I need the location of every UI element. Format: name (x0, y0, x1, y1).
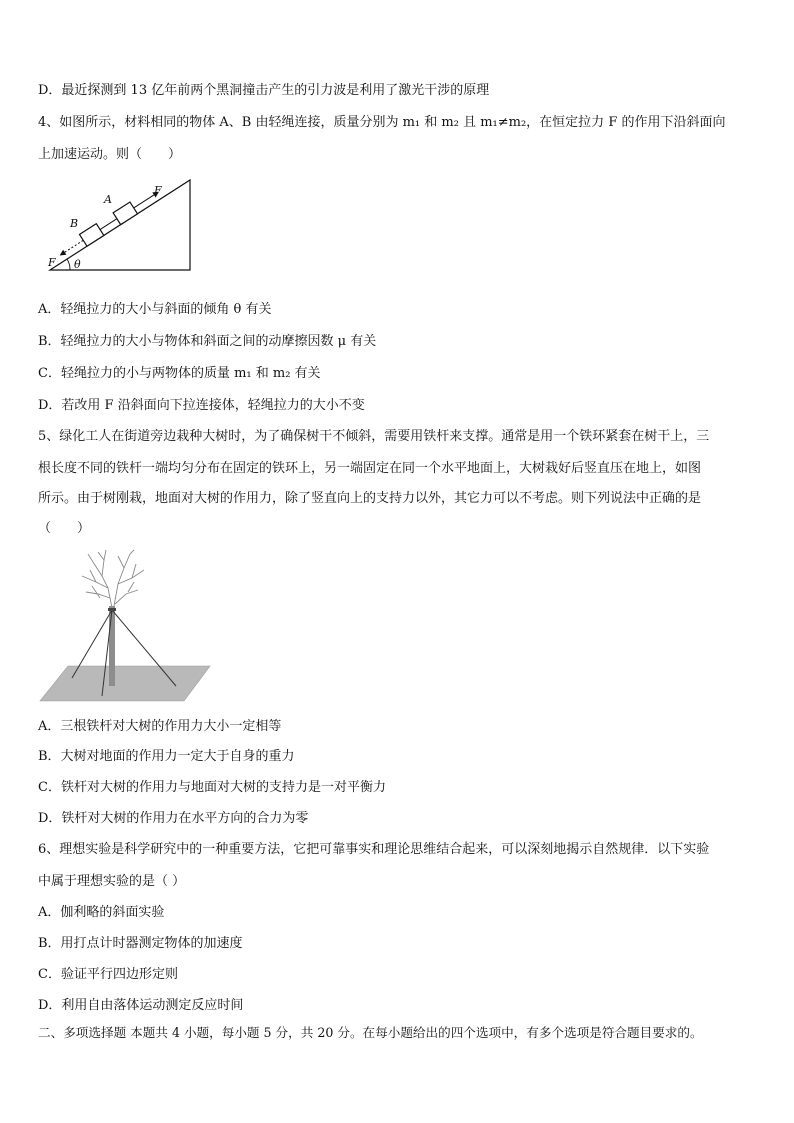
iron-ring (108, 608, 116, 611)
q4-option-c: C．轻绳拉力的小与两物体的质量 m₁ 和 m₂ 有关 (38, 366, 321, 381)
force-down-arrowhead (58, 250, 66, 258)
block-b (79, 224, 103, 247)
section-2-heading: 二、多项选择题 本题共 4 小题，每小题 5 分，共 20 分。在每小题给出的四个选项中，有多个选项是符合题目要求的。 (38, 1025, 703, 1040)
q5-stem-line-1: 5、绿化工人在街道旁边栽种大树时，为了确保树干不倾斜，需要用铁杆来支撑。通常是用一个铁环紧套在树干上，三 (38, 429, 710, 444)
ground-plane (40, 666, 210, 701)
q4-option-b: B．轻绳拉力的大小与物体和斜面之间的动摩擦因数 μ 有关 (38, 334, 377, 349)
q6-stem-line-1: 6、理想实验是科学研究中的一种重要方法，它把可靠事实和理论思维结合起来，可以深刻地揭示自然规律．以下实验 (38, 842, 710, 857)
q6-option-b: B．用打点计时器测定物体的加速度 (38, 936, 243, 951)
q5-stem-line-4: （ ） (38, 521, 91, 536)
label-a: A (104, 193, 112, 206)
tree-figure (38, 548, 213, 704)
label-b: B (70, 217, 79, 230)
q6-option-a: A．伽利略的斜面实验 (38, 905, 165, 920)
q5-option-c: C．铁杆对大树的作用力与地面对大树的支持力是一对平衡力 (38, 780, 386, 795)
q5-stem-line-2: 根长度不同的铁杆一端均匀分布在固定的铁环上，另一端固定在同一个水平地面上，大树栽好后竖直压在地上，如图 (38, 461, 702, 476)
q5-option-b: B．大树对地面的作用力一定大于自身的重力 (38, 749, 295, 764)
tree-branches (82, 550, 144, 608)
block-a (113, 202, 137, 225)
incline-figure (44, 176, 196, 276)
q5-option-a: A．三根铁杆对大树的作用力大小一定相等 (38, 719, 282, 734)
label-f-up: F (154, 184, 162, 197)
q5-option-d: D．铁杆对大树的作用力在水平方向的合力为零 (38, 811, 309, 826)
q3-option-d: D．最近探测到 13 亿年前两个黑洞撞击产生的引力波是利用了激光干涉的原理 (38, 83, 490, 98)
q4-stem-line-1: 4、如图所示，材料相同的物体 A、B 由轻绳连接，质量分别为 m₁ 和 m₂ 且 m₁≠m₂，在恒定拉力 F 的作用下沿斜面向 (38, 115, 726, 130)
q4-option-a: A．轻绳拉力的大小与斜面的倾角 θ 有关 (38, 302, 272, 317)
q6-option-c: C．验证平行四边形定则 (38, 967, 178, 982)
q6-option-d: D．利用自由落体运动测定反应时间 (38, 998, 244, 1013)
tree-trunk (109, 606, 115, 686)
q4-stem-line-2: 上加速运动。则（ ） (38, 147, 182, 162)
label-theta: θ (74, 258, 81, 271)
force-up-arrow (134, 195, 154, 208)
q6-stem-line-2: 中属于理想实验的是（ ） (38, 874, 186, 889)
theta-arc (67, 259, 70, 270)
q5-stem-line-3: 所示。由于树刚栽，地面对大树的作用力，除了竖直向上的支持力以外，其它力可以不考虑。则下列说法中正确的是 (38, 491, 702, 506)
label-f-down: F (48, 256, 56, 269)
q4-option-d: D．若改用 F 沿斜面向下拉连接体，轻绳拉力的大小不变 (38, 398, 365, 413)
